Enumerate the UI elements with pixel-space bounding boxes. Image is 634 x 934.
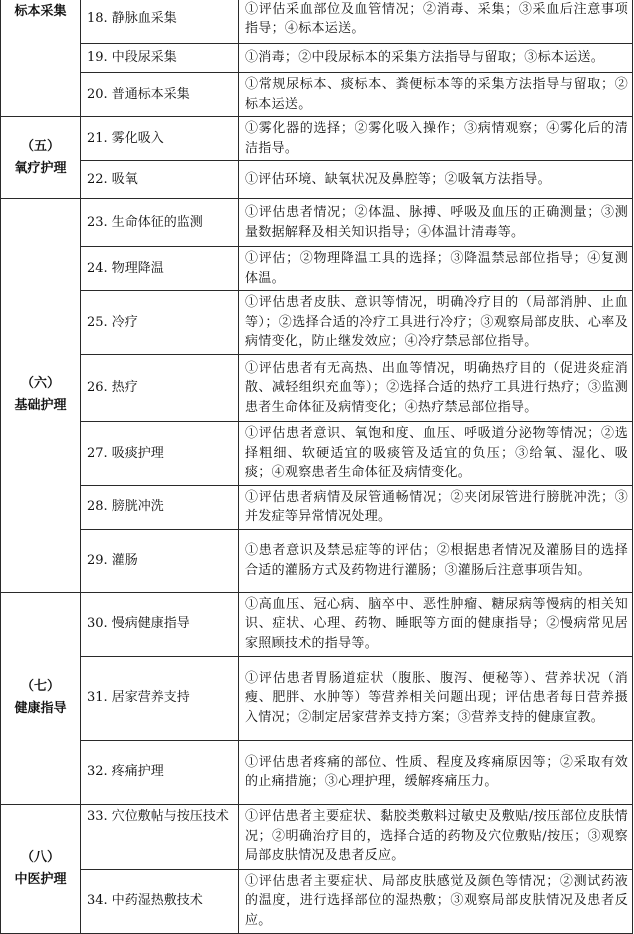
item-cell: 34. 中药湿热敷技术 <box>81 869 239 933</box>
category-number: （七） <box>20 679 60 694</box>
content-cell: ①评估患者主要症状、黏胶类敷料过敏史及敷贴/按压部位皮肤情况；②明确治疗目的，选择合适的药物及穴位敷贴/按压；③观察局部皮肤情况及患者反应。 <box>239 804 633 869</box>
table-row <box>1 73 633 117</box>
category-cell <box>1 804 81 933</box>
table-row <box>1 740 633 804</box>
table-row <box>1 485 633 529</box>
table-row <box>1 291 633 355</box>
content-cell: ①评估患者疼痛的部位、性质、程度及疼痛原因等；②采取有效的止痛措施；③心理护理，缓解疼痛压力。 <box>239 740 633 804</box>
content-cell: ①常规尿标本、痰标本、粪便标本等的采集方法指导与留取；②标本运送。 <box>239 73 633 117</box>
category-name: 基础护理 <box>14 398 67 414</box>
category-name: 氧疗护理 <box>14 160 67 176</box>
category-number: （六） <box>20 376 60 392</box>
category-number: （五） <box>20 138 60 154</box>
item-cell: 24. 物理降温 <box>81 247 239 291</box>
table-row <box>1 804 633 869</box>
item-cell: 25. 冷疗 <box>81 291 239 355</box>
table-row <box>1 869 633 933</box>
content-cell: ①评估患者有无高热、出血等情况，明确热疗目的（促进炎症消散、减轻组织充血等）；②选择合适的热疗工具进行热疗；③监测患者生命体征及病情变化；④热疗禁忌部位指导。 <box>239 355 633 422</box>
content-cell: ①评估患者皮肤、意识等情况，明确冷疗目的（局部消肿、止血等）；②选择合适的冷疗工具进行冷疗；③观察局部皮肤、心率及病情变化，防止继发效应；④冷疗禁忌部位指导。 <box>239 291 633 355</box>
table-row <box>1 161 633 199</box>
item-cell: 31. 居家营养支持 <box>81 656 239 740</box>
item-cell: 33. 穴位敷帖与按压技术 <box>81 804 239 869</box>
content-cell: ①评估患者意识、氧饱和度、血压、呼吸道分泌物等情况；②选择粗细、软硬适宜的吸痰管及适宜的负压；③给氧、湿化、吸痰；④观察患者生命体征及病情变化。 <box>239 422 633 486</box>
content-cell: ①患者意识及禁忌症等的评估；②根据患者情况及灌肠目的选择合适的灌肠方式及药物进行灌肠；③灌肠后注意事项告知。 <box>239 529 633 592</box>
item-cell: 21. 雾化吸入 <box>81 117 239 161</box>
content-cell: ①评估患者病情及尿管通畅情况；②夹闭尿管进行膀胱冲洗；③并发症等异常情况处理。 <box>239 485 633 529</box>
table-row <box>1 592 633 656</box>
table-row <box>1 422 633 486</box>
table-row <box>1 44 633 73</box>
content-cell: ①雾化器的选择；②雾化吸入操作；③病情观察；④雾化后的清洁指导。 <box>239 117 633 161</box>
item-cell: 32. 疼痛护理 <box>81 740 239 804</box>
item-cell: 29. 灌肠 <box>81 529 239 592</box>
content-cell: ①评估；②物理降温工具的选择；③降温禁忌部位指导；④复测体温。 <box>239 247 633 291</box>
item-cell: 18. 静脉血采集 <box>81 0 239 44</box>
item-cell: 26. 热疗 <box>81 355 239 422</box>
content-cell: ①消毒；②中段尿标本的采集方法指导与留取；③标本运送。 <box>239 44 633 73</box>
content-cell: ①高血压、冠心病、脑卒中、恶性肿瘤、糖尿病等慢病的相关知识、症状、心理、药物、睡眠等方面的健康指导；②慢病常见居家照顾技术的指导等。 <box>239 592 633 656</box>
category-cell <box>1 592 81 804</box>
item-cell: 30. 慢病健康指导 <box>81 592 239 656</box>
category-cell <box>1 117 81 199</box>
table-row <box>1 247 633 291</box>
table-row <box>1 656 633 740</box>
category-cell <box>1 0 81 117</box>
content-cell: ①评估采血部位及血管情况；②消毒、采集；③采血后注意事项指导；④标本运送。 <box>239 0 633 44</box>
category-name: 健康指导 <box>14 701 67 716</box>
content-cell: ①评估患者胃肠道症状（腹胀、腹泻、便秘等）、营养状况（消瘦、肥胖、水肿等）等营养相关问题出现；评估患者每日营养摄入情况；②制定居家营养支持方案；③营养支持的健康宣教。 <box>239 656 633 740</box>
item-cell: 28. 膀胱冲洗 <box>81 485 239 529</box>
table-row <box>1 355 633 422</box>
item-cell: 27. 吸痰护理 <box>81 422 239 486</box>
category-name: 中医护理 <box>14 871 67 887</box>
table-row <box>1 117 633 161</box>
item-cell: 22. 吸氧 <box>81 161 239 199</box>
content-cell: ①评估环境、缺氧状况及鼻腔等；②吸氧方法指导。 <box>239 161 633 199</box>
item-cell: 23. 生命体征的监测 <box>81 199 239 247</box>
content-cell: ①评估患者主要症状、局部皮肤感觉及颜色等情况；②测试药液的温度，进行选择部位的湿热敷；③观察局部皮肤情况及患者反应。 <box>239 869 633 933</box>
category-name: 标本采集 <box>14 4 67 19</box>
content-cell: ①评估患者情况；②体温、脉搏、呼吸及血压的正确测量；③测量数据解释及相关知识指导；④体温计清毒等。 <box>239 199 633 247</box>
table-row <box>1 0 633 44</box>
category-number: （八） <box>20 849 60 865</box>
item-cell: 20. 普通标本采集 <box>81 73 239 117</box>
category-cell <box>1 199 81 593</box>
item-cell: 19. 中段尿采集 <box>81 44 239 73</box>
table-row <box>1 529 633 592</box>
table-row <box>1 199 633 247</box>
